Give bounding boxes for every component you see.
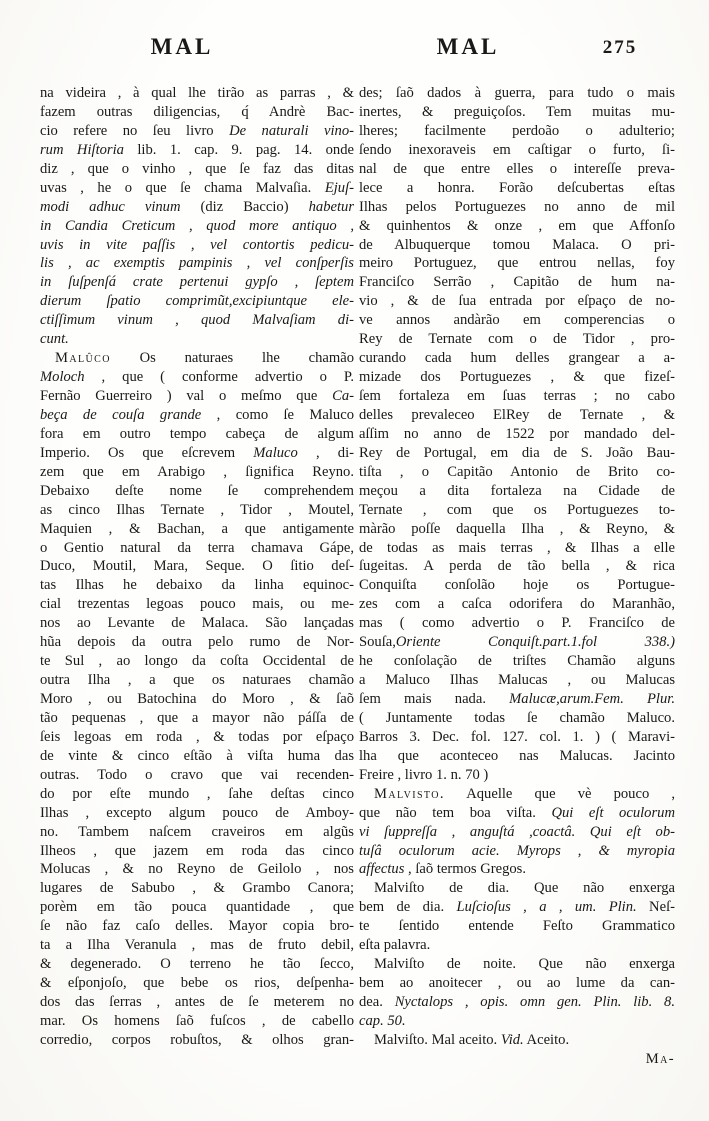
text-segment: he conſolação de triſtes Chamão alguns [359, 653, 675, 670]
text-segment: curando cada hum delles grangear a a- [359, 350, 675, 367]
text-segment: & quinhentos & onze , em que Affonſo [359, 217, 675, 234]
text-segment: des; ſaõ dados à guerra, para tudo o mais [359, 85, 675, 101]
text-line [40, 728, 354, 747]
text-line [40, 785, 354, 804]
text-line [40, 595, 354, 614]
text-line [359, 993, 675, 1012]
text-segment: mas ( como advertio o P. Franciſco de [359, 615, 675, 632]
text-segment: nal de que entre elles o intereſſe preva- [359, 160, 675, 177]
text-segment: outras. Todo o cravo que vai recenden- [40, 766, 354, 783]
text-segment: Rey de Portugal, em dia de S. João Bau- [359, 444, 675, 461]
text-segment: mizade dos Portuguezes , & que fizeſ- [359, 369, 675, 386]
text-segment: de vinte & cinco eſtão à viſta huma das [40, 747, 354, 764]
text-segment: diz , que o vinho , que ſe faz das ditas [40, 160, 354, 177]
text-line [359, 879, 675, 898]
text-line [40, 860, 354, 879]
text-line [359, 482, 675, 501]
text-line [359, 520, 675, 539]
text-line [40, 463, 354, 482]
text-segment: cio refere no ſeu livro [40, 122, 230, 139]
text-line [359, 917, 675, 936]
text-line [40, 879, 354, 898]
text-line [359, 273, 675, 292]
text-line [40, 349, 354, 368]
text-segment: ſem mais nada. [359, 691, 510, 707]
text-segment: Ca- [332, 388, 354, 404]
text-line [359, 292, 675, 311]
text-line [359, 501, 675, 520]
text-line [359, 425, 675, 444]
text-line [359, 217, 675, 236]
text-line [40, 633, 354, 652]
text-line [40, 292, 354, 311]
text-line [40, 974, 354, 993]
text-line [359, 444, 675, 463]
text-segment: Aceito. [523, 1031, 570, 1048]
text-line [359, 728, 675, 747]
text-line [359, 1012, 675, 1031]
text-segment: in Candia Creticum , quod more antiquo , [40, 217, 354, 234]
text-line [359, 709, 675, 728]
text-line [40, 709, 354, 728]
text-segment: Vid. [500, 1031, 524, 1048]
text-segment: cunt. [40, 331, 69, 348]
text-line [359, 463, 675, 482]
text-segment: nos ao Levante de Malaca. São lançadas [40, 615, 354, 632]
text-line [359, 823, 675, 842]
text-segment: Imperio. Os que eſcrevem [40, 444, 254, 461]
running-head [0, 34, 709, 62]
text-segment: ſugeitas. A perda de tão bella , & rica [359, 558, 675, 575]
text-line [40, 520, 354, 539]
text-line [359, 842, 675, 861]
text-segment: ta a Ilha Veranula , mas de fruto debil, [40, 937, 354, 954]
text-line [40, 842, 354, 861]
text-segment: Malucæ,arum.Fem. Plur. [509, 691, 675, 707]
text-line [40, 311, 354, 330]
text-segment: te Sul , ao longo da coſta Occidental de [40, 653, 354, 670]
text-line [359, 122, 675, 141]
text-segment: cial trezentas legoas pouco mais, ou me- [40, 596, 354, 613]
text-segment: in ſuſpenſá crate pertenui gypſo , ſeptem [40, 274, 354, 291]
text-line [359, 595, 675, 614]
text-segment: Souſa, [359, 634, 396, 651]
text-line [40, 955, 354, 974]
text-segment: aſſim no anno de 1522 por mandado del- [359, 425, 675, 442]
text-line [359, 766, 675, 785]
text-segment: Nyctalops , opis. omn gen. Plin. lib. 8. [394, 994, 675, 1010]
text-line [40, 823, 354, 842]
text-segment: mar. Os homens ſaõ fuſcos , de cabello [40, 1012, 354, 1029]
text-segment: vio , & de ſua entrada por eſpaço de no- [359, 293, 675, 310]
text-segment: zes com a caſca odorifera do Maranhão, [359, 596, 675, 613]
text-segment: o Gentio natural da terra chamava Gápe, [40, 539, 354, 556]
text-line [359, 254, 675, 273]
text-segment: Malviſto. Mal aceito. [374, 1031, 501, 1048]
text-segment: lha que aconteceo nas Malucas. Jacinto [359, 747, 675, 764]
text-segment: Os naturaes lhe chamão [110, 350, 354, 367]
text-line [40, 747, 354, 766]
text-line [40, 690, 354, 709]
column-left [40, 84, 354, 1050]
text-segment: tas Ilhas he debaixo da linha equinoc- [40, 577, 354, 594]
text-line [40, 387, 354, 406]
text-line [359, 974, 675, 993]
text-line [40, 501, 354, 520]
text-segment: rum Hiſtoria [40, 141, 138, 158]
text-segment: na videira , à qual lhe tirão as parras , & [40, 85, 354, 101]
text-line [359, 1050, 675, 1069]
text-line [359, 103, 675, 122]
text-line [359, 576, 675, 595]
text-segment: meçou a dita fortaleza na Cidade de [359, 482, 675, 499]
text-line [359, 84, 675, 103]
text-line [359, 804, 675, 823]
running-title-right: MAL [436, 34, 500, 59]
text-segment: porèm em tão pouca quantidade , que [40, 899, 354, 916]
text-segment: Conquiſta conſolão hoje os Portugue- [359, 577, 675, 594]
text-segment: Barros 3. Dec. fol. 127. col. 1. ) ( Maravi- [359, 728, 675, 745]
text-segment: que não tem boa viſta. [359, 804, 552, 821]
text-segment: Moro , ou Batochina do Moro , & ſaõ [40, 691, 354, 707]
text-segment: uvas , he o que ſe chama Malvaſia. [40, 179, 325, 196]
text-line [40, 368, 354, 387]
text-segment: tão pequenas , que a mayor não páſſa de [40, 709, 354, 726]
text-segment: Freire , livro 1. n. 70 ) [359, 766, 489, 783]
text-line [359, 671, 675, 690]
text-line [40, 179, 354, 198]
text-segment: no. Tambem naſcem craveiros em algũs [40, 823, 354, 840]
text-segment: ſendo inexoraveis em caſtigar o furto, ſi- [359, 141, 675, 158]
text-segment: Ilhas pelos Portuguezes no anno de mil [359, 198, 675, 215]
text-line [40, 198, 354, 217]
text-line [40, 273, 354, 292]
text-segment: tuſâ oculorum acie. Myrops , & myropia [359, 842, 675, 859]
text-segment: Ejuſ- [324, 179, 354, 196]
text-line [40, 766, 354, 785]
text-segment: lece a honra. Forão deſcubertas eſtas [359, 179, 675, 196]
text-segment: ſeis legoas em roda , & todas por eſpaço [40, 728, 354, 745]
text-segment: , como ſe Maluco [201, 406, 354, 423]
text-line [359, 368, 675, 387]
text-line [359, 747, 675, 766]
text-line [40, 936, 354, 955]
text-line [40, 160, 354, 179]
text-segment: zem que em Arabigo , ſignifica Reyno. [40, 463, 354, 480]
text-segment: Malviſto de noite. Que não enxerga [374, 956, 675, 973]
text-segment: bem ao anoitecer , ou ao lume da can- [359, 975, 675, 992]
text-line [359, 141, 675, 160]
text-segment: Ternate , com que os Portuguezes to- [359, 501, 675, 518]
text-segment: de todas as mais terras , & Ilhas a elle [359, 539, 675, 556]
text-segment: Ma- [645, 1050, 675, 1067]
text-line [359, 349, 675, 368]
text-segment: eſta palavra. [359, 937, 431, 954]
text-segment: outra Ilha , a que os naturaes chamão [40, 672, 354, 689]
text-segment: ( Juntamente todas ſe chamão Maluco. [359, 709, 675, 726]
column-right [359, 84, 675, 1069]
text-line [359, 387, 675, 406]
text-segment: Oriente Conquiſt.part.1.fol 338.) [395, 634, 675, 651]
text-line [40, 84, 354, 103]
text-line [359, 860, 675, 879]
page-number: 275 [602, 37, 638, 58]
text-segment: , ſaõ termos Gregos. [404, 861, 526, 878]
text-line [40, 671, 354, 690]
text-line [40, 652, 354, 671]
text-line [359, 652, 675, 671]
text-segment: fora em outro tempo cabeça de algum [40, 425, 354, 442]
text-segment: lugares de Sabubo , & Grambo Canora; [40, 880, 354, 897]
text-line [359, 785, 675, 804]
text-segment: delles prevaleceo ElRey de Ternate , & [359, 406, 675, 423]
text-segment: Malûco [55, 350, 111, 367]
running-title-left: MAL [150, 34, 214, 59]
text-line [359, 330, 675, 349]
text-line [40, 217, 354, 236]
text-line [359, 1031, 675, 1050]
text-segment: Maluco [253, 444, 298, 461]
text-segment: ſe não faz caſo delles. Mayor copia bro- [40, 918, 354, 935]
text-segment: , que ( conforme advertio o P. [84, 369, 354, 386]
text-line [40, 1012, 354, 1031]
text-segment: corredio, corpos robuſtos, & olhos gran- [40, 1031, 354, 1048]
text-segment: te ſentido entende Feſto Grammatico [359, 918, 675, 935]
text-line [359, 690, 675, 709]
text-line [40, 898, 354, 917]
text-segment: lis , ac exemptis pampinis , vel conſperſis [40, 255, 354, 272]
text-line [359, 557, 675, 576]
text-line [359, 311, 675, 330]
text-segment: de Albuquerque tomou Malaca. O pri- [359, 236, 675, 253]
text-segment: Rey de Ternate com o de Tidor , pro- [359, 331, 675, 348]
text-line [40, 482, 354, 501]
text-segment: Maquien , & Bachan, a que antigamente [40, 520, 354, 537]
text-line [40, 557, 354, 576]
text-line [359, 406, 675, 425]
text-line [359, 955, 675, 974]
text-line [40, 141, 354, 160]
text-line [359, 198, 675, 217]
text-line [359, 179, 675, 198]
text-segment: Molucas , & no Reyno de Geilolo , nos [40, 861, 354, 878]
text-line [40, 406, 354, 425]
text-segment: & eſponjoſo, que bebe os rios, deſpenha- [40, 975, 354, 992]
text-segment: De naturali vino- [229, 122, 354, 139]
text-line [359, 633, 675, 652]
text-line [359, 539, 675, 558]
text-line [40, 804, 354, 823]
text-segment: Ilhas , excepto algum pouco de Amboy- [40, 804, 354, 821]
text-segment: Franciſco Serrão , Capitão de hum na- [359, 274, 675, 291]
text-line [40, 122, 354, 141]
text-line [359, 236, 675, 255]
text-segment: hũa depois da outra pelo rumo de Nor- [40, 634, 354, 651]
text-segment: Ilheos , que jazem em roda das cinco [40, 842, 354, 859]
text-line [40, 236, 354, 255]
text-segment: fazem outras diligencias, q́ Andrè Bac- [40, 103, 354, 120]
text-segment: vi ſuppreſſa , anguſtá ,coactâ. Qui eſt ob- [359, 823, 675, 840]
text-segment: beça de couſa grande [40, 406, 202, 423]
text-segment: as cinco Ilhas Ternate , Tidor , Moutel, [40, 501, 354, 518]
text-segment: Duco, Moutil, Mara, Seque. O ſitio deſ- [40, 558, 354, 575]
text-line [40, 917, 354, 936]
text-segment: Malviſto de dia. Que não enxerga [374, 880, 675, 897]
text-segment: do por eſte mundo , ſahe deſtas cinco [40, 785, 354, 802]
text-line [40, 103, 354, 122]
text-segment: cap. 50. [359, 1012, 406, 1029]
text-segment: Fernão Guerreiro ) val o meſmo que [40, 388, 333, 404]
text-line [359, 898, 675, 917]
text-segment: lheres; facilmente perdoão o adulterio; [359, 122, 675, 139]
text-segment: affectus [359, 861, 405, 878]
text-segment: dos das ſerras , antes de ſe meterem no [40, 994, 354, 1010]
text-segment: Neſ- [636, 899, 675, 916]
text-segment: lib. 1. cap. 9. pag. 14. onde [137, 141, 354, 158]
text-segment: , di- [297, 444, 354, 461]
text-segment: Qui eſt oculorum [551, 804, 675, 821]
text-segment: màrão poſſe daquella Ilha , & Reyno, & [359, 520, 675, 537]
text-segment: modi adhuc vinum [40, 198, 201, 215]
text-segment: meiro Portuguez, que entrou nellas, foy [359, 255, 675, 272]
text-segment: habetur [308, 198, 354, 215]
text-segment: (diz Baccio) [200, 198, 309, 215]
text-segment: dierum ſpatio comprimũt,excipiuntque ele- [40, 293, 354, 310]
text-line [40, 330, 354, 349]
text-segment: bem de dia. [359, 899, 457, 916]
text-segment: tiſta , o Capitão Antonio de Brito co- [359, 463, 675, 480]
text-segment: dea. [359, 994, 395, 1010]
text-segment: a Maluco Ilhas Malucas , ou Malucas [359, 672, 675, 689]
text-line [359, 614, 675, 633]
text-segment: Malvisto. [374, 785, 445, 802]
text-line [40, 444, 354, 463]
text-line [40, 539, 354, 558]
text-segment: Aquelle que vè pouco , [444, 785, 675, 802]
text-segment: Moloch [40, 369, 85, 386]
text-line [40, 614, 354, 633]
text-line [40, 425, 354, 444]
text-line [40, 254, 354, 273]
text-segment: ctiſſimum vinum , quod Malvaſiam di- [40, 312, 354, 329]
text-segment: Luſcioſus , a , um. Plin. [456, 899, 637, 916]
text-segment: & degenerado. O terreno he tão ſecco, [40, 956, 354, 973]
text-line [359, 936, 675, 955]
text-line [40, 993, 354, 1012]
text-segment: ſem fortaleza em ſuas terras ; no cabo [359, 388, 675, 404]
text-line [40, 576, 354, 595]
text-segment: inertes, & preguiçoſos. Tem muitas mu- [359, 103, 675, 120]
text-segment: ve annos andàrão em comperencias o [359, 312, 675, 329]
text-line [40, 1031, 354, 1050]
text-segment: Debaixo deſte nome ſe comprehendem [40, 482, 354, 499]
text-line [359, 160, 675, 179]
text-segment: uvis in vite paſſis , vel contortis pedicu- [40, 236, 354, 253]
